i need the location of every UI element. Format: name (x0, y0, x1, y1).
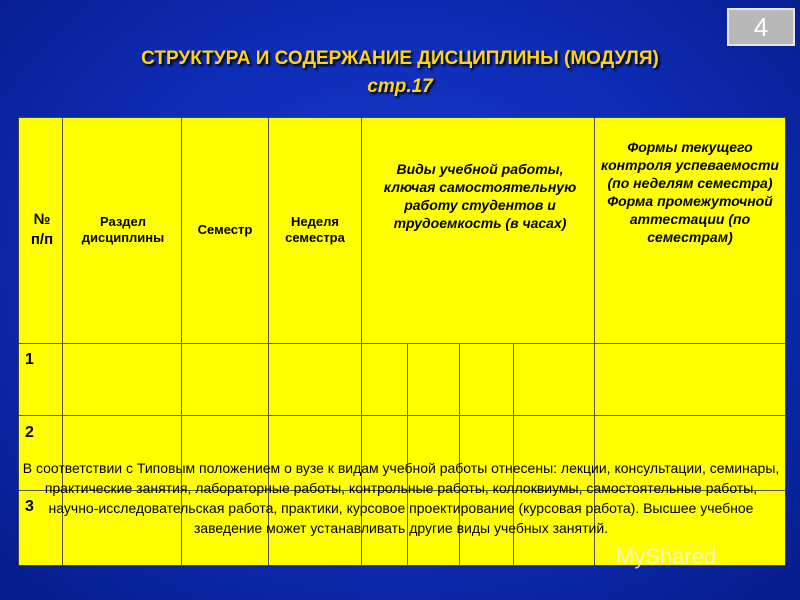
note-text: В соответствии с Типовым положением о вузе к видам учебной работы отнесены: лекции, консультации, семинары, практические занятия, лабораторные работы, контрольные работы, коллоквиумы, самостоятельные работы, научно-исследовательская работа, практики, курсовое проектирование (курсовая работа). Высшее учебное заведение может устанавливать другие виды учебных занятий. (22, 460, 780, 536)
header-control: Формы текущего контроля успеваемости (по неделям семестра) Форма промежуточной аттестации (по семестрам) (601, 139, 779, 245)
row-number-1: 1 (25, 351, 34, 368)
header-week: Неделя семестра (285, 214, 345, 245)
header-num: № п/п (30, 211, 54, 248)
row-number-3: 3 (25, 498, 34, 515)
slide-subtitle: стр.17 (367, 76, 433, 97)
slide-title: СТРУКТУРА И СОДЕРЖАНИЕ ДИСЦИПЛИНЫ (МОДУЛЯ) (141, 48, 659, 69)
watermark: MyShared (616, 544, 717, 569)
header-section: Раздел дисциплины (81, 214, 165, 245)
slide-number: 4 (727, 8, 795, 46)
header-semester: Семестр (197, 222, 253, 237)
row-number-2: 2 (25, 424, 34, 441)
header-work-types: Виды учебной работы, ключая самостоятельную работу студентов и трудоемкость (в часах) (383, 161, 577, 231)
